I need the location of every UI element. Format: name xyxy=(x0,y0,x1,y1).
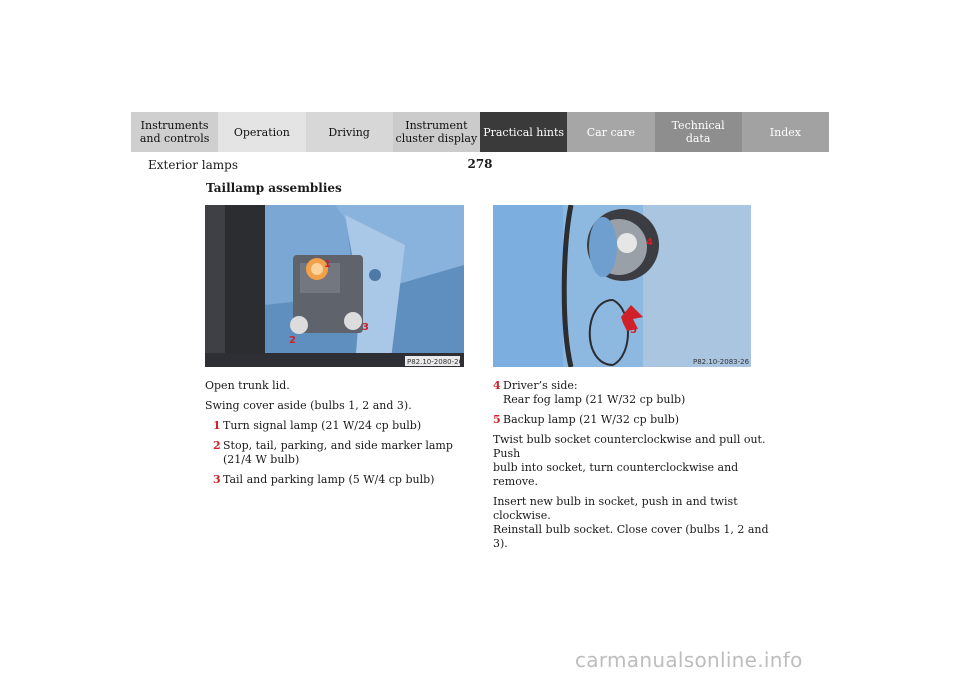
paragraph-insert-bulb: Insert new bulb in socket, push in and twist clockwise. Reinstall bulb socket. Close cover (bulbs 1, 2 and 3). xyxy=(493,495,769,550)
tab-practical-hints[interactable]: Practical hints xyxy=(480,112,567,152)
instructions-right xyxy=(493,379,783,557)
watermark: carmanualsonline.info xyxy=(575,648,803,672)
list-item xyxy=(493,379,783,407)
callout-5: 5 xyxy=(630,325,637,336)
callout-4: 4 xyxy=(646,237,653,248)
tab-technical-data[interactable]: Technical data xyxy=(655,112,742,152)
item-number: 4 xyxy=(493,379,501,392)
item-text: Backup lamp (21 W/32 cp bulb) xyxy=(503,413,680,426)
item-number: 1 xyxy=(213,419,221,432)
taillamp-illustration-right xyxy=(493,205,751,367)
taillamp-figure-right xyxy=(493,205,751,367)
page-number: 278 xyxy=(467,157,493,171)
intro-swing-cover: Swing cover aside (bulbs 1, 2 and 3). xyxy=(205,399,412,412)
callout-3: 3 xyxy=(362,322,369,333)
list-item xyxy=(493,413,783,427)
callout-1: 1 xyxy=(324,259,331,270)
tab-instrument-cluster-display[interactable]: Instrument cluster display xyxy=(393,112,480,152)
intro-open-trunk: Open trunk lid. xyxy=(205,379,290,392)
callout-2: 2 xyxy=(289,335,296,346)
item-text: Stop, tail, parking, and side marker lamp (21/4 W bulb) xyxy=(223,439,453,466)
item-number: 5 xyxy=(493,413,501,426)
item-text: Driver’s side: Rear fog lamp (21 W/32 cp bulb) xyxy=(503,379,686,406)
tab-driving[interactable]: Driving xyxy=(306,112,393,152)
tab-index[interactable]: Index xyxy=(742,112,829,152)
tab-instruments-and-controls[interactable]: Instruments and controls xyxy=(131,112,218,152)
taillamp-figure-left xyxy=(205,205,464,367)
chapter-nav xyxy=(131,112,829,152)
item-text: Turn signal lamp (21 W/24 cp bulb) xyxy=(223,419,422,432)
item-number: 3 xyxy=(213,473,221,486)
page-heading: Taillamp assemblies xyxy=(206,181,342,195)
list-item xyxy=(213,473,475,487)
item-number: 2 xyxy=(213,439,221,452)
paragraph-remove-bulb: Twist bulb socket counterclockwise and pull out. Push bulb into socket, turn counterclockwise and remove. xyxy=(493,433,766,488)
list-item xyxy=(213,439,475,467)
tab-car-care[interactable]: Car care xyxy=(567,112,654,152)
taillamp-illustration-left xyxy=(205,205,464,367)
figure-caption-left: P82.10-2080-26 xyxy=(407,358,464,366)
instructions-left xyxy=(205,379,475,493)
figure-caption-right: P82.10-2083-26 xyxy=(693,358,750,366)
list-item xyxy=(213,419,475,433)
tab-operation[interactable]: Operation xyxy=(218,112,305,152)
item-text: Tail and parking lamp (5 W/4 cp bulb) xyxy=(223,473,435,486)
section-title: Exterior lamps xyxy=(148,158,239,172)
